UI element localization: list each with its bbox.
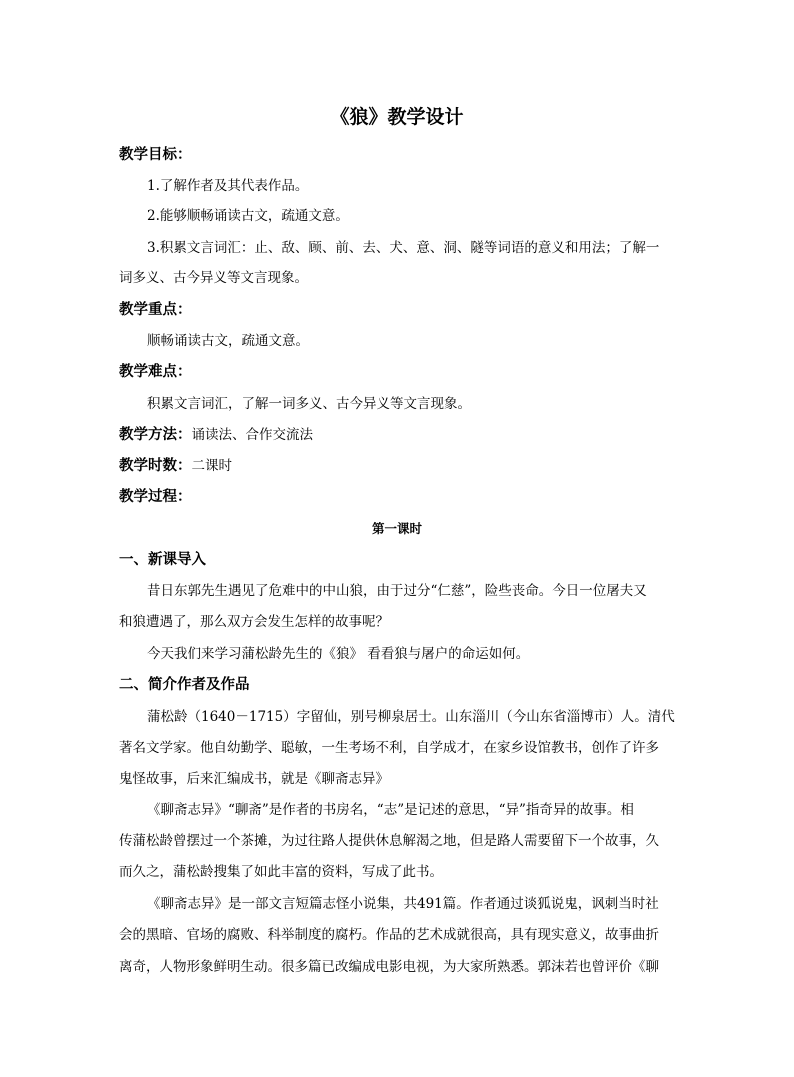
hours-label: 教学时数： bbox=[119, 458, 192, 474]
section2-line: 而久之，蒲松龄搜集了如此丰富的资料，写成了此书。 bbox=[119, 864, 443, 880]
objective-item: 3.积累文言词汇：止、敌、顾、前、去、犬、意、洞、隧等词语的意义和用法；了解一 bbox=[147, 240, 660, 256]
section2-line: 会的黑暗、官场的腐败、科举制度的腐朽。作品的艺术成就很高，具有现实意义，故事曲折 bbox=[119, 927, 659, 943]
document-title: 《狼》教学设计 bbox=[330, 106, 464, 128]
section2-line: 《聊斋志异》“聊斋”是作者的书房名，“志”是记述的意思，“异”指奇异的故事。相 bbox=[147, 802, 634, 818]
section2-line: 传蒲松龄曾摆过一个茶摊，为过往路人提供休息解渴之地，但是路人需要留下一个故事，久 bbox=[119, 833, 659, 849]
lesson-one-heading: 第一课时 bbox=[371, 521, 422, 536]
objectives-heading: 教学目标： bbox=[119, 147, 192, 163]
section1-line: 和狼遭遇了，那么双方会发生怎样的故事呢？ bbox=[119, 614, 389, 630]
section2-line: 离奇，人物形象鲜明生动。很多篇已改编成电影电视，为大家所熟悉。郭沫若也曾评价《聊 bbox=[119, 959, 659, 975]
objective-item: 2.能够顺畅诵读古文，疏通文意。 bbox=[147, 208, 349, 224]
difficulties-heading: 教学难点： bbox=[119, 364, 192, 380]
section1-line: 昔日东郭先生遇见了危难中的中山狼，由于过分“仁慈”，险些丧命。今日一位屠夫又 bbox=[147, 583, 647, 599]
difficulties-text: 积累文言词汇，了解一词多义、古今异义等文言现象。 bbox=[147, 396, 471, 412]
methods-value: 诵读法、合作交流法 bbox=[191, 427, 313, 443]
process-heading: 教学过程： bbox=[119, 489, 192, 505]
section2-line: 《聊斋志异》是一部文言短篇志怪小说集，共491篇。作者通过谈狐说鬼，讽刺当时社 bbox=[147, 896, 659, 912]
methods-label: 教学方法： bbox=[119, 427, 192, 443]
section2-line: 蒲松龄（1640－1715）字留仙，别号柳泉居士。山东淄川（今山东省淄博市）人。清代 bbox=[147, 709, 675, 725]
section2-line: 鬼怪故事，后来汇编成书，就是《聊斋志异》 bbox=[119, 771, 389, 787]
section2-heading: 二、简介作者及作品 bbox=[119, 677, 250, 693]
hours-value: 二课时 bbox=[191, 458, 232, 474]
section2-line: 著名文学家。他自幼勤学、聪敏，一生考场不利，自学成才，在家乡设馆教书，创作了许多 bbox=[119, 740, 659, 756]
key-points-text: 顺畅诵读古文，疏通文意。 bbox=[147, 333, 309, 349]
objective-item: 1.了解作者及其代表作品。 bbox=[147, 178, 309, 194]
objective-item-continuation: 词多义、古今异义等文言现象。 bbox=[119, 270, 308, 286]
hours-row bbox=[119, 456, 232, 476]
section1-heading: 一、新课导入 bbox=[119, 552, 206, 568]
methods-row bbox=[119, 425, 313, 445]
section1-line: 今天我们来学习蒲松龄先生的《狼》 看看狼与屠户的命运如何。 bbox=[147, 646, 530, 662]
key-points-heading: 教学重点： bbox=[119, 302, 192, 318]
